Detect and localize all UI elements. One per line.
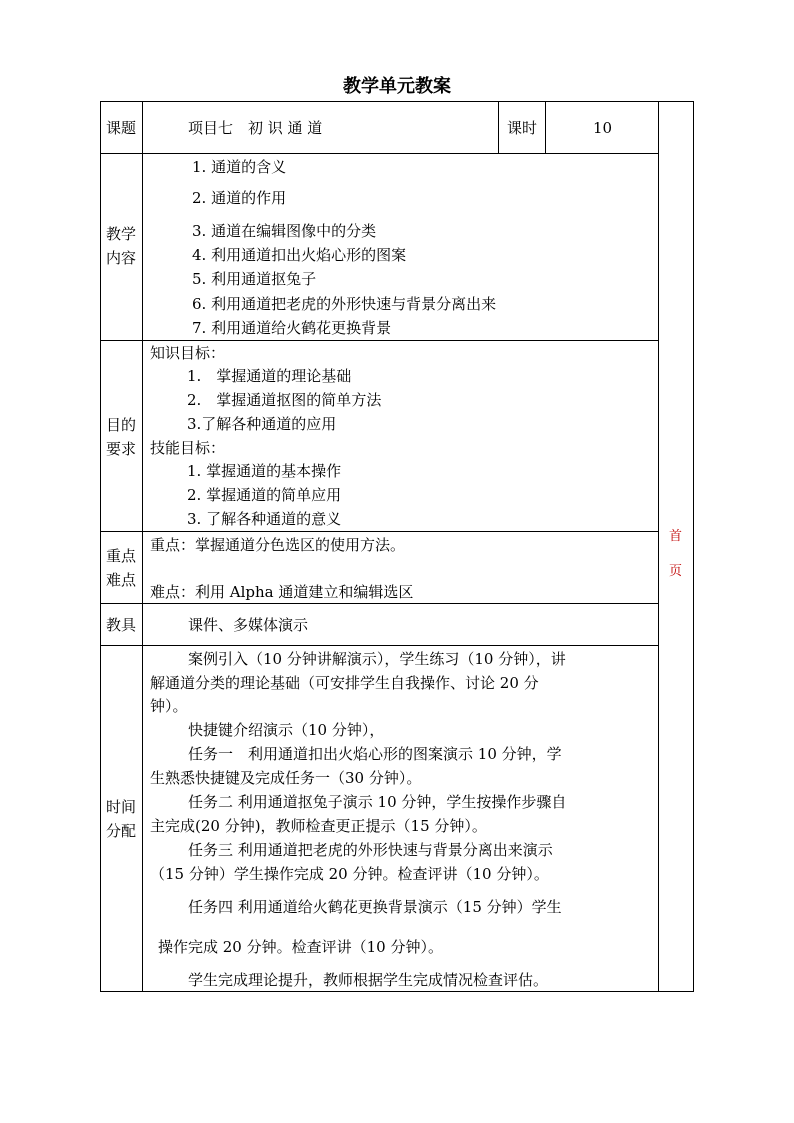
- difficult-point: 难点：利用 Alpha 通道建立和编辑选区: [150, 583, 414, 601]
- time-line: 任务三 利用通道把老虎的外形快速与背景分离出来演示: [188, 841, 553, 859]
- content-item: 2. 通道的作用: [192, 189, 287, 207]
- skill-item: 1. 掌握通道的基本操作: [187, 462, 342, 480]
- time-line: 钟）。: [150, 697, 188, 715]
- subject-label: 课题: [105, 119, 136, 137]
- knowledge-title: 知识目标：: [150, 344, 226, 362]
- subject-value: 项目七 初 识 通 道: [188, 119, 323, 137]
- side-label-2: 页: [669, 564, 683, 579]
- time-line: 任务二 利用通道抠兔子演示 10 分钟，学生按操作步骤自: [188, 793, 567, 811]
- key-point: 重点：掌握通道分色选区的使用方法。: [150, 536, 406, 554]
- skill-title: 技能目标：: [150, 439, 226, 457]
- side-label-1: 首: [669, 529, 683, 544]
- time-line: （15 分钟）学生操作完成 20 分钟。检查评讲（10 分钟）。: [150, 865, 549, 883]
- keypoints-label-2: 难点: [105, 571, 136, 589]
- tools-label: 教具: [105, 616, 136, 634]
- keypoints-label-1: 重点: [105, 547, 136, 565]
- content-item: 4. 利用通道扣出火焰心形的图案: [192, 246, 407, 264]
- content-item: 7. 利用通道给火鹤花更换背景: [192, 319, 392, 337]
- time-line: 主完成(20 分钟)，教师检查更正提示（15 分钟）。: [150, 817, 487, 835]
- content-label-2: 内容: [105, 249, 136, 267]
- time-line: 学生完成理论提升，教师根据学生完成情况检查评估。: [188, 971, 549, 989]
- time-label-1: 时间: [105, 798, 136, 816]
- hours-value: 10: [593, 119, 613, 137]
- goals-label-1: 目的: [105, 416, 136, 434]
- time-line: 任务一 利用通道扣出火焰心形的图案演示 10 分钟，学: [188, 745, 562, 763]
- time-line: 快捷键介绍演示（10 分钟），: [188, 721, 385, 739]
- content-item: 5. 利用通道抠兔子: [192, 270, 317, 288]
- content-item: 1. 通道的含义: [192, 158, 287, 176]
- time-line: 生熟悉快捷键及完成任务一（30 分钟）。: [150, 769, 422, 787]
- hours-label: 课时: [506, 119, 537, 137]
- goals-label-2: 要求: [105, 440, 136, 458]
- skill-item: 3. 了解各种通道的意义: [187, 510, 342, 528]
- tools-value: 课件、多媒体演示: [188, 616, 309, 634]
- content-item: 3. 通道在编辑图像中的分类: [192, 222, 377, 240]
- time-line: 解通道分类的理论基础（可安排学生自我操作、讨论 20 分: [150, 674, 539, 692]
- content-label-1: 教学: [105, 225, 136, 243]
- content-item: 6. 利用通道把老虎的外形快速与背景分离出来: [192, 295, 497, 313]
- knowledge-item: 3.了解各种通道的应用: [187, 415, 337, 433]
- knowledge-item: 2. 掌握通道抠图的简单方法: [187, 391, 382, 409]
- page-title: 教学单元教案: [343, 76, 451, 97]
- time-label-2: 分配: [105, 822, 136, 840]
- time-line: 操作完成 20 分钟。检查评讲（10 分钟）。: [158, 938, 443, 956]
- time-line: 任务四 利用通道给火鹤花更换背景演示（15 分钟）学生: [188, 898, 562, 916]
- knowledge-item: 1. 掌握通道的理论基础: [187, 367, 352, 385]
- skill-item: 2. 掌握通道的简单应用: [187, 486, 342, 504]
- time-line: 案例引入（10 分钟讲解演示），学生练习（10 分钟），讲: [188, 650, 566, 668]
